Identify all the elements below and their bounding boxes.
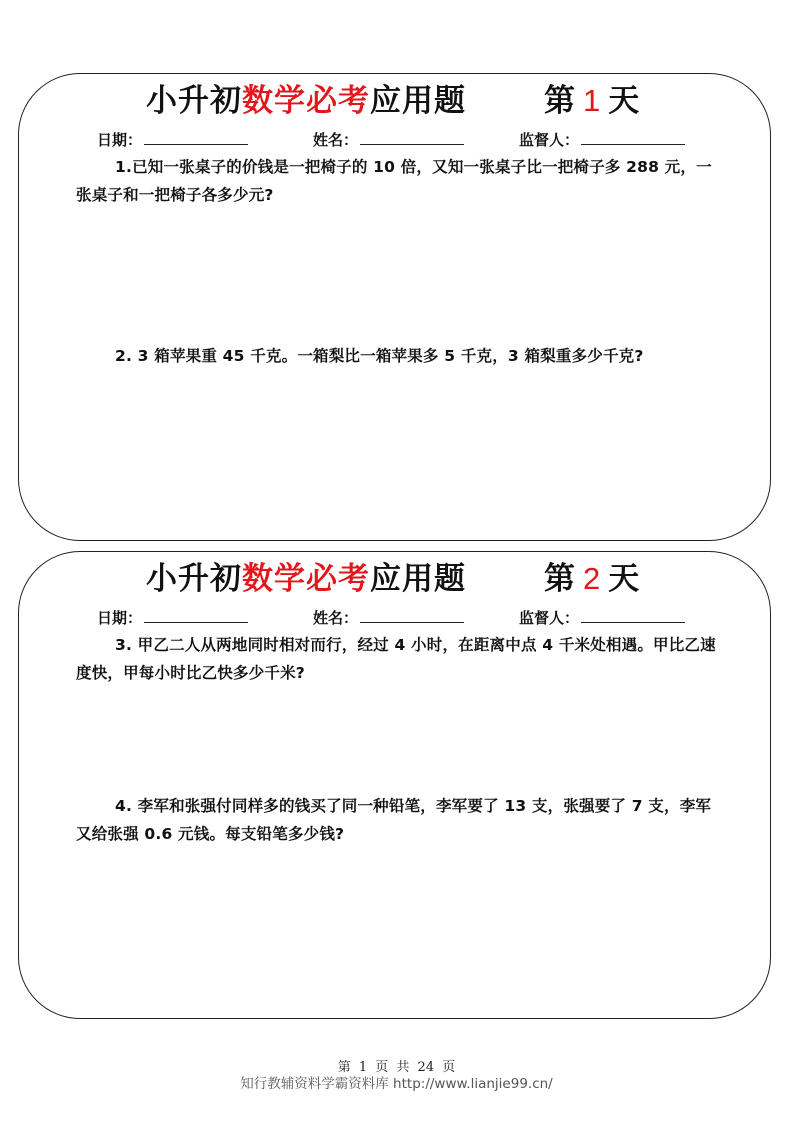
title-suffix: 应用题 xyxy=(370,561,466,597)
question-4: 4. 李军和张强付同样多的钱买了同一种铅笔，李军要了 13 支，张强要了 7 支，李军又给张强 0.6 元钱。每支铅笔多少钱? xyxy=(76,797,712,843)
card-title-row xyxy=(19,556,770,602)
supervisor-blank-line[interactable] xyxy=(581,607,685,623)
day-label xyxy=(544,556,639,602)
question-3: 3. 甲乙二人从两地同时相对而行，经过 4 小时，在距离中点 4 千米处相遇。甲比乙速度快，甲每小时比乙快多少千米? xyxy=(76,636,716,682)
date-label: 日期： xyxy=(97,131,143,149)
name-blank-line[interactable] xyxy=(360,607,464,623)
day-label-after: 天 xyxy=(608,561,640,597)
name-field xyxy=(313,129,464,151)
supervisor-label: 监督人： xyxy=(519,609,580,627)
supervisor-blank-line[interactable] xyxy=(581,129,685,145)
name-field xyxy=(313,607,464,629)
info-row xyxy=(19,607,770,629)
page-number: 第 1 页 共 24 页 xyxy=(337,1060,456,1075)
title-prefix: 小升初 xyxy=(146,83,242,119)
name-label: 姓名： xyxy=(313,609,359,627)
date-label: 日期： xyxy=(97,609,143,627)
day-label-before: 第 xyxy=(544,561,575,597)
title-suffix: 应用题 xyxy=(370,83,466,119)
title-highlight: 数学必考 xyxy=(242,561,370,597)
day-label xyxy=(544,78,639,124)
day-label-before: 第 xyxy=(544,83,575,119)
day-number: 1 xyxy=(583,83,601,118)
supervisor-field xyxy=(519,129,685,151)
date-field xyxy=(97,129,248,151)
supervisor-field xyxy=(519,607,685,629)
worksheet-card-day-1 xyxy=(18,73,771,541)
name-blank-line[interactable] xyxy=(360,129,464,145)
card-title-row xyxy=(19,78,770,124)
name-label: 姓名： xyxy=(313,131,359,149)
date-blank-line[interactable] xyxy=(144,607,248,623)
worksheet-card-day-2 xyxy=(18,551,771,1019)
supervisor-label: 监督人： xyxy=(519,131,580,149)
title-prefix: 小升初 xyxy=(146,561,242,597)
day-label-after: 天 xyxy=(608,83,640,119)
source-watermark: 知行教辅资料学霸资料库 http://www.lianjie99.cn/ xyxy=(240,1076,553,1092)
info-row xyxy=(19,129,770,151)
day-number: 2 xyxy=(583,561,601,596)
worksheet-title xyxy=(146,78,466,124)
worksheet-title xyxy=(146,556,466,602)
date-blank-line[interactable] xyxy=(144,129,248,145)
title-highlight: 数学必考 xyxy=(242,83,370,119)
question-1: 1.已知一张桌子的价钱是一把椅子的 10 倍，又知一张桌子比一把椅子多 288 元，一张桌子和一把椅子各多少元? xyxy=(76,158,712,204)
date-field xyxy=(97,607,248,629)
question-2: 2. 3 箱苹果重 45 千克。一箱梨比一箱苹果多 5 千克，3 箱梨重多少千克? xyxy=(115,347,644,365)
